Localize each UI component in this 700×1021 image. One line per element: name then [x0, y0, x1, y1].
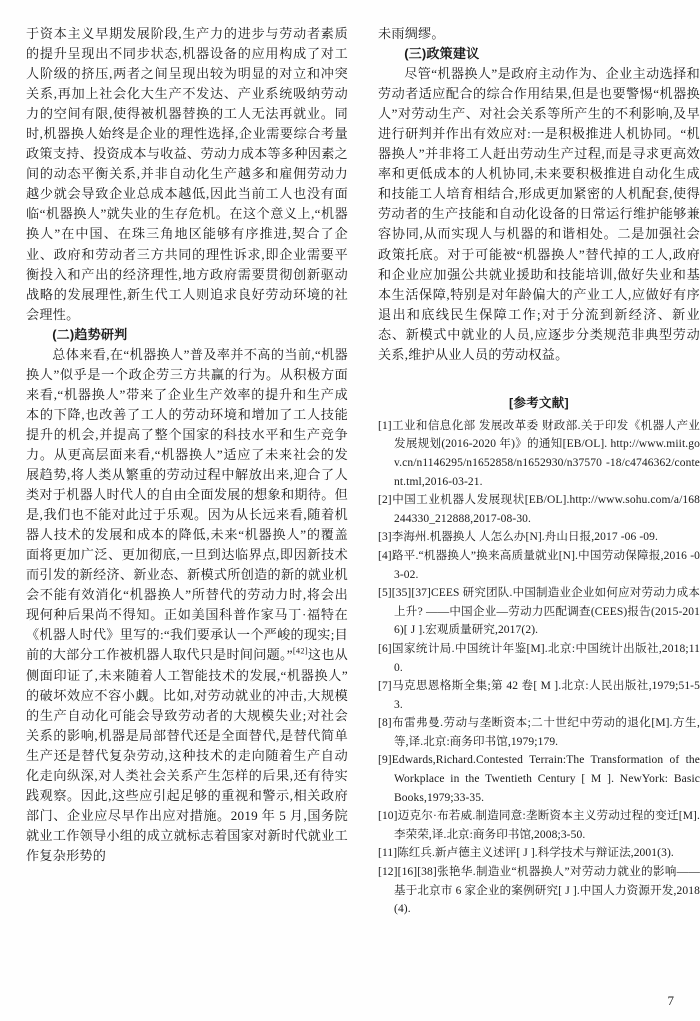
- right-column: [378, 24, 700, 979]
- body-paragraph: 未雨绸缪。: [378, 26, 445, 41]
- reference-entry: [11]陈红兵.新卢德主义述评[ J ].科学技术与辩证法,2001(3).: [378, 847, 674, 860]
- reference-entry: [9]Edwards,Richard.Contested Terrain:The Transformation of the Workplace in the Twentieth Century [ M ]. NewYork: Basic Books,1979;33-35.: [378, 754, 700, 804]
- reference-entry: [2]中国工业机器人发展现状[EB/OL].http://www.sohu.com/a/168244330_212888,2017-08-30.: [378, 494, 700, 525]
- body-paragraph: 于资本主义早期发展阶段,生产力的进步与劳动者素质的提升呈现出不同步状态,机器设备的应用构成了对工人阶级的挤压,两者之间呈现出较为明显的对立和冲突关系,再加上社会化大生产不发达、产业系统吸纳劳动力的空间有限,使得被机器替换的工人无法再就业。同时,机器换人始终是企业的理性选择,企业需要综合考量政策支持、投资成本与收益、劳动力成本等多种因素之间的动态平衡关系,并非自动化生产越多和雇佣劳动力越少就会导致企业总成本越低,因此当前工人也没有面临“机器换人”就失业的生存危机。在这个意义上,“机器换人”在中国、在珠三角地区能够有序推进,契合了企业、政府和劳动者三方共同的理性诉求,即企业需要平衡投入和产出的经济理性,地方政府需要贯彻创新驱动战略的发展理性,新生代工人则追求良好劳动环境的社会理性。: [26, 26, 348, 322]
- reference-entry: [4]路平.“机器换人”换来高质量就业[N].中国劳动保障报,2016 -03-02.: [378, 549, 700, 581]
- two-column-layout: [26, 24, 700, 979]
- body-paragraph: 尽管“机器换人”是政府主动作为、企业主动选择和劳动者适应配合的综合作用结果,但是也要警惕“机器换人”对劳动生产、对社会关系等所产生的不利影响,及早进行研判并作出有效应对:一是积极推进人机协同。“机器换人”并非将工人赶出劳动生产过程,而是寻求更高效率和更低成本的人机协同,未来要积极推进自动化生成和技能工人培育相结合,形成更加紧密的人机配套,使得劳动者的生产技能和自动化设备的日常运行维护能够兼容协同,从而实现人与机器的和谐相处。二是加强社会政策托底。对于可能被“机器换人”替代掉的工人,政府和企业应加强公共就业援助和技能培训,做好失业和基本生活保障,特别是对年龄偏大的产业工人,应做好有序退出和底线民生保障工作;对于分流到新经济、新业态、新模式中就业的人员,应逐步分类规范非典型劳动关系,维护从业人员的劳动权益。: [378, 66, 700, 362]
- reference-entry: [5][35][37]CEES 研究团队.中国制造业企业如何应对劳动力成本上升? ——中国企业—劳动力匹配调查(CEES)报告(2015-2016)[ J ].宏观质量研究,2017(2).: [378, 587, 700, 637]
- body-paragraph: [26, 345, 348, 866]
- references-heading: [参考文献]: [508, 395, 570, 410]
- reference-entry: [8]布雷弗曼.劳动与垄断资本;二十世纪中劳动的退化[M].方生,等,译.北京:商务印书馆,1979;179.: [378, 717, 700, 748]
- page-number: 7: [667, 993, 674, 1008]
- reference-entry: [6]国家统计局.中国统计年鉴[M].北京:中国统计出版社,2018;110.: [378, 642, 700, 674]
- section-heading-policy-recommendations: (三)政策建议: [404, 46, 480, 62]
- section-heading-trend-analysis: (二)趋势研判: [52, 326, 128, 342]
- reference-entry: [7]马克思恩格斯全集;第 42 卷[ M ].北京:人民出版社,1979;51-53.: [378, 680, 700, 711]
- reference-entry: [1]工业和信息化部 发展改革委 财政部.关于印发《机器人产业发展规划(2016-2020 年)》的通知[EB/OL]. http://www.miit.gov.cn/n1146295/n1652858/n1652930/n37570 -18/c4746362/content.tml,2016-03-21.: [378, 419, 700, 488]
- left-column: [26, 24, 348, 979]
- footnote-marker: [42]: [292, 647, 308, 657]
- reference-entry: [12][16][38]张艳华.制造业“机器换人”对劳动力就业的影响——基于北京市 6 家企业的案例研究[ J ].中国人力资源开发,2018(4).: [378, 866, 700, 916]
- references-spacer: [378, 365, 700, 393]
- reference-entry: [3]李海州.机器换人 人怎么办[N].舟山日报,2017 -06 -09.: [378, 531, 659, 544]
- paragraph-text-part-1: 总体来看,在“机器换人”普及率并不高的当前,“机器换人”似乎是一个政企劳三方共赢的行为。从积极方面来看,“机器换人”带来了企业生产效率的提升和生产成本的下降,也改善了工人的劳动环境和增加了工人技能提升的机会,并提高了整个国家的科技水平和生产竞争力。从更高层面来看,“机器换人”适应了未来社会的发展趋势,将人类从繁重的劳动过程中解放出来,迎合了人类对于机器人时代人的自由全面发展的想象和期待。但是,我们也不能对此过于乐观。因为从长远来看,随着机器人技术的发展和成本的降低,未来“机器换人”的覆盖面将更加广泛、更加彻底,一旦到达临界点,即因新技术而引发的新经济、新业态、新模式所创造的新的就业机会不能有效消化“机器换人”所替代的劳动力时,将会出现何种后果尚不得知。正如美国科普作家马丁·福特在《机器人时代》里写的:“我们要承认一个严峻的现实;目前的大部分工作被机器人取代只是时间问题。”: [26, 346, 348, 663]
- paragraph-text-part-2: 这也从侧面印证了,未来随着人工智能技术的发展,“机器换人”的破坏效应不容小觑。比如,对劳动就业的冲击,大规模的生产自动化可能会导致劳动者的大规模失业;对社会关系的影响,机器是局部替代还是全面替代,是替代简单生产还是替代复杂劳动,这种技术的走向随着生产自动化走向纵深,对人类社会关系产生怎样的后果,还有待实践观察。因此,这些应引起足够的重视和警示,相关政府部门、企业应尽早作出应对措施。2019 年 5 月,国务院就业工作领导小组的成立就标志着国家对新时代就业工作复杂形势的: [26, 647, 348, 863]
- reference-entry: [10]迈克尔·布若威.制造同意:垄断资本主义劳动过程的变迁[M].李荣荣,译.北京:商务印书馆,2008;3-50.: [378, 810, 700, 841]
